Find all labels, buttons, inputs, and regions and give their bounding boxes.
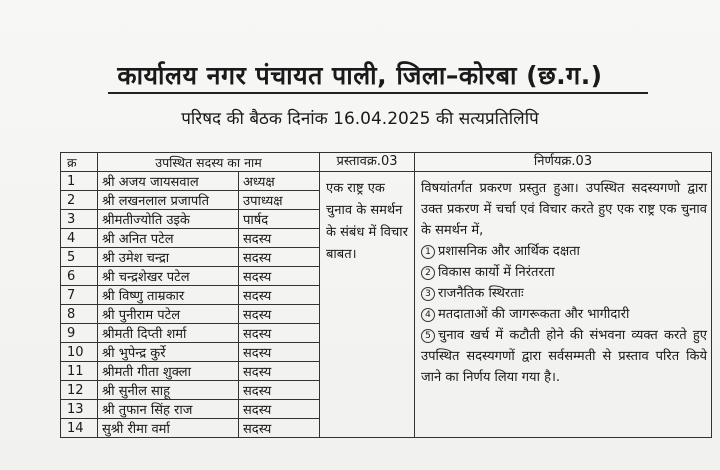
decision-item [421, 241, 707, 262]
member-name: श्रीमती गीता शुक्ला [98, 362, 239, 381]
row-number: 13 [61, 400, 98, 419]
row-number: 9 [61, 324, 98, 343]
member-name: श्री विष्णु ताम्रकार [98, 286, 239, 305]
table-header-row [61, 153, 712, 172]
item-number-badge: 5 [421, 329, 435, 343]
title-underline [108, 92, 648, 94]
item-number-badge: 1 [421, 245, 435, 259]
meeting-subtitle: परिषद की बैठक दिनांक 16.04.2025 की सत्यप्रतिलिपि [181, 109, 539, 129]
decision-intro: विषयांतर्गत प्रकरण प्रस्तुत हुआ। उपस्थित सदस्यगणो द्वारा उक्त प्रकरण में चर्चा एवं विचार करते हुए एक राष्ट्र एक चुनाव के समर्थन में, [421, 181, 707, 238]
member-designation: सदस्य [239, 286, 320, 305]
decision-item [421, 283, 707, 304]
item-number-badge: 2 [421, 266, 435, 280]
member-designation: सदस्य [239, 229, 320, 248]
member-designation: सदस्य [239, 419, 320, 438]
row-number: 12 [61, 381, 98, 400]
row-number: 8 [61, 305, 98, 324]
decision-item-text: विकास कार्यो में निरंतरता [438, 265, 555, 280]
row-number: 5 [61, 248, 98, 267]
member-name: सुश्री रीमा वर्मा [98, 419, 239, 438]
row-number: 2 [61, 191, 98, 210]
member-name: श्री अजय जायसवाल [98, 172, 239, 191]
member-designation: सदस्य [239, 362, 320, 381]
row-number: 1 [61, 172, 98, 191]
decision-item [421, 325, 707, 388]
decision-item [421, 262, 707, 283]
member-name: श्री भुपेन्द्र कुर्रे [98, 343, 239, 362]
table-row [61, 172, 712, 191]
row-number: 4 [61, 229, 98, 248]
proposal-text: एक राष्ट्र एक चुनाव के समर्थन के संबंध में विचार बाबत। [320, 172, 415, 438]
member-designation: उपाध्यक्ष [239, 191, 320, 210]
decision-item [421, 304, 707, 325]
row-number: 14 [61, 419, 98, 438]
row-number: 10 [61, 343, 98, 362]
row-number: 6 [61, 267, 98, 286]
member-designation: सदस्य [239, 248, 320, 267]
member-designation: पार्षद [239, 210, 320, 229]
member-name: श्रीमतीज्योति उइके [98, 210, 239, 229]
member-designation: अध्यक्ष [239, 172, 320, 191]
header-proposal: प्रस्तावक्र.03 [320, 153, 415, 172]
member-name: श्री उमेश चन्द्रा [98, 248, 239, 267]
member-name: श्री पुनीराम पटेल [98, 305, 239, 324]
header-decision: निर्णयक्र.03 [415, 153, 712, 172]
member-name: श्री चन्द्रशेखर पटेल [98, 267, 239, 286]
header-num: क्र [61, 153, 98, 172]
member-designation: सदस्य [239, 324, 320, 343]
member-designation: सदस्य [239, 400, 320, 419]
member-name: श्री तुफान सिंह राज [98, 400, 239, 419]
member-designation: सदस्य [239, 267, 320, 286]
header-member: उपस्थित सदस्य का नाम [98, 153, 320, 172]
decision-item-text: चुनाव खर्च में कटौती होने की संभवना व्यक्त करते हुए उपस्थित सदस्यगणों द्वारा सर्वसम्मती से प्रस्ताव परित किये जाने का निर्णय लिया गया है।. [421, 328, 707, 385]
members-table [60, 152, 712, 438]
member-designation: सदस्य [239, 343, 320, 362]
member-name: श्रीमती दिप्ती शर्मा [98, 324, 239, 343]
item-number-badge: 3 [421, 287, 435, 301]
member-designation: सदस्य [239, 381, 320, 400]
row-number: 11 [61, 362, 98, 381]
decision-item-text: मतदाताओं की जागरूकता और भागीदारी [438, 307, 630, 322]
item-number-badge: 4 [421, 308, 435, 322]
row-number: 3 [61, 210, 98, 229]
office-title: कार्यालय नगर पंचायत पाली, जिला–कोरबा (छ.ग.) [117, 61, 603, 90]
decision-cell [415, 172, 712, 438]
member-name: श्री अनित पटेल [98, 229, 239, 248]
decision-item-text: राजनैतिक स्थिरताः [438, 286, 524, 301]
row-number: 7 [61, 286, 98, 305]
member-name: श्री सुनील साहू [98, 381, 239, 400]
member-designation: सदस्य [239, 305, 320, 324]
member-name: श्री लखनलाल प्रजापति [98, 191, 239, 210]
decision-item-text: प्रशासनिक और आर्थिक दक्षता [438, 244, 580, 259]
